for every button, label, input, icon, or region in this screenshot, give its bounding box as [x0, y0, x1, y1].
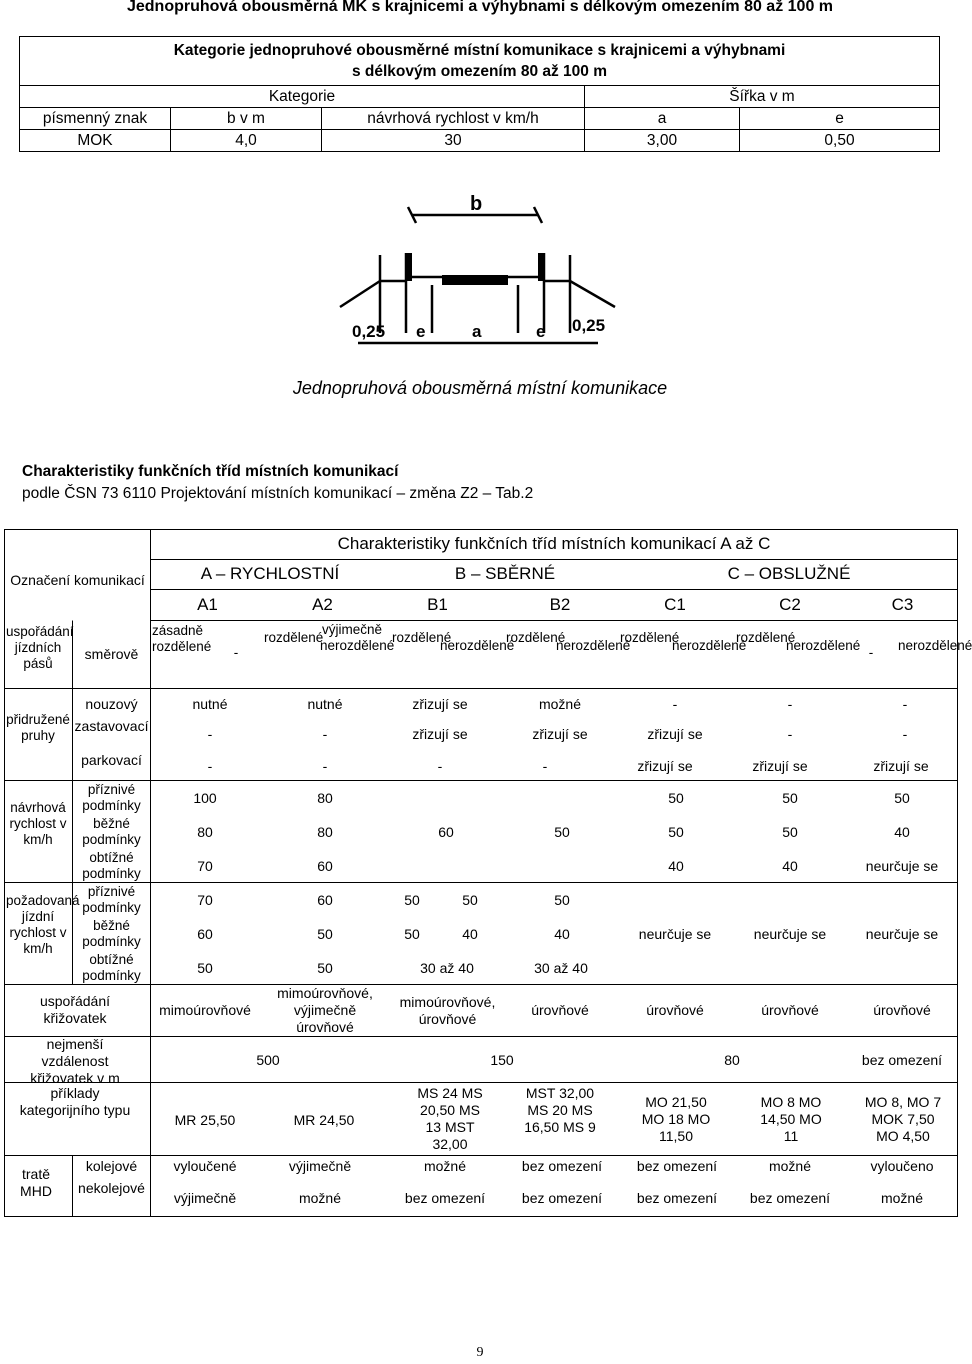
cell: zřizují se — [532, 726, 588, 742]
cell: - — [787, 726, 793, 742]
cell: mimoúrovňové, úrovňové — [399, 994, 496, 1027]
cell: 80 — [317, 824, 333, 840]
cell: - — [233, 645, 239, 660]
cell: 80 — [724, 1052, 740, 1068]
row-header-kolejove: kolejové — [85, 1158, 138, 1174]
cell: MR 25,50 — [174, 1112, 236, 1128]
cell: neurčuje se — [753, 926, 827, 942]
cell: vyloučené — [173, 1158, 237, 1174]
condition-label: obtížné podmínky — [82, 850, 141, 881]
col-header: b v m — [171, 108, 322, 130]
cell: 50 — [317, 926, 333, 942]
cell: 50 — [554, 892, 570, 908]
row-header-parkovaci: parkovací — [81, 752, 142, 768]
cell: 50 — [404, 926, 420, 942]
group-a: A – RYCHLOSTNÍ — [200, 564, 340, 583]
cell: nerozdělené — [898, 638, 972, 653]
cell: 0,50 — [740, 130, 940, 152]
cell: bez omezení — [521, 1158, 603, 1174]
dim-left-shoulder: 0,25 — [352, 322, 386, 341]
cell: 60 — [438, 824, 454, 840]
cell: - — [868, 645, 874, 660]
cell: úrovňové — [873, 1002, 931, 1018]
cell: možné — [538, 696, 582, 712]
cell: nerozdělené — [672, 638, 747, 653]
col-header: a — [585, 108, 740, 130]
cell: 40 — [894, 824, 910, 840]
cell: zřizují se — [647, 726, 703, 742]
dim-b: b — [470, 193, 483, 215]
col-header: návrhová rychlost v km/h — [322, 108, 585, 130]
cell: možné — [768, 1158, 812, 1174]
cell: úrovňové — [646, 1002, 704, 1018]
row-header-krizovatky: uspořádání křižovatek — [39, 993, 111, 1026]
row-header-usporadani: uspořádání jízdních pásů — [6, 624, 74, 671]
cell: 50 — [554, 824, 570, 840]
cell: MO 8 MO 14,50 MO 11 — [760, 1094, 822, 1144]
cell: rozdělené — [264, 630, 324, 645]
cell: - — [207, 726, 213, 742]
cell: MST 32,00 MS 20 MS 16,50 MS 9 — [524, 1085, 596, 1135]
cell: 500 — [256, 1052, 280, 1068]
cell: vyloučeno — [870, 1158, 934, 1174]
page-header: Jednopruhová obousměrná MK s krajnicemi a výhybnami s délkovým omezením 80 až 100 m — [126, 0, 834, 15]
row-header-trate: tratě MHD — [20, 1166, 52, 1199]
cell: MOK — [20, 130, 171, 152]
cell: 100 — [193, 790, 217, 806]
cell: - — [322, 758, 328, 774]
row-header-pozadovana: požadovaná jízdní rychlost v km/h — [6, 893, 80, 956]
row-header-navrhova: návrhová rychlost v km/h — [9, 800, 67, 847]
row-header-smerove: směrově — [84, 646, 139, 662]
cell: 40 — [668, 858, 684, 874]
group-b: B – SBĚRNÉ — [454, 564, 556, 583]
condition-label: běžné podmínky — [82, 918, 141, 949]
cell: 30 až 40 — [534, 960, 588, 976]
row-header-vzdalenost: nejmenší vzdálenost křižovatek v m — [30, 1036, 120, 1086]
cell: 40 — [462, 926, 478, 942]
cell: neurčuje se — [865, 926, 939, 942]
cell: 40 — [782, 858, 798, 874]
group-width: Šířka v m — [585, 86, 940, 108]
dim-e-right: e — [536, 322, 546, 341]
row-header-oznaceni: Označení komunikací — [10, 572, 145, 588]
cell: 70 — [197, 858, 213, 874]
cell: možné — [298, 1190, 342, 1206]
class-a1: A1 — [197, 595, 218, 614]
cell: rozdělené — [506, 630, 566, 645]
big-table-title: Charakteristiky funkčních tříd místních komunikací A až C — [337, 534, 771, 553]
cell: mimoúrovňové, výjimečně úrovňové — [277, 985, 373, 1035]
class-b2: B2 — [549, 595, 571, 614]
cell: zřizují se — [412, 726, 468, 742]
cell: zásadně rozdělené — [152, 623, 212, 654]
dim-a: a — [472, 322, 482, 341]
cell: 30 — [322, 130, 585, 152]
cell: neurčuje se — [638, 926, 712, 942]
cell: - — [902, 726, 908, 742]
cell: 30 až 40 — [420, 960, 474, 976]
cell: 50 — [782, 790, 798, 806]
cell: - — [902, 696, 908, 712]
group-c: C – OBSLUŽNÉ — [727, 564, 851, 583]
cell: výjimečně — [288, 1158, 352, 1174]
cell: zřizují se — [752, 758, 808, 774]
cell: úrovňové — [761, 1002, 819, 1018]
cell: bez omezení — [404, 1190, 486, 1206]
cell: MR 24,50 — [293, 1112, 355, 1128]
cell: 50 — [782, 824, 798, 840]
cell: bez omezení — [521, 1190, 603, 1206]
cell: rozdělené — [392, 630, 452, 645]
cell: 50 — [668, 790, 684, 806]
cell: 150 — [490, 1052, 514, 1068]
section-title: Charakteristiky funkčních tříd místních komunikací — [22, 463, 399, 480]
cell: úrovňové — [531, 1002, 589, 1018]
class-c3: C3 — [891, 595, 914, 614]
dim-e-left: e — [416, 322, 426, 341]
cell: zřizují se — [412, 696, 468, 712]
condition-label: příznivé podmínky — [82, 782, 141, 813]
cell: - — [322, 726, 328, 742]
col-header: e — [740, 108, 940, 130]
cell: MO 21,50 MO 18 MO 11,50 — [641, 1094, 711, 1144]
cell: 80 — [197, 824, 213, 840]
cell: zřizují se — [637, 758, 693, 774]
cell: 60 — [317, 858, 333, 874]
cell: rozdělené — [736, 630, 796, 645]
cell: MS 24 MS 20,50 MS 13 MST 32,00 — [417, 1085, 483, 1152]
cell: bez omezení — [636, 1190, 718, 1206]
cell: 50 — [668, 824, 684, 840]
cell: MO 8, MO 7 MOK 7,50 MO 4,50 — [864, 1094, 942, 1144]
cell: bez omezení — [636, 1158, 718, 1174]
category-table-caption: Kategorie jednopruhové obousměrné místní komunikace s krajnicemi a výhybnami s délkovým omezením 80 až 100 m — [20, 37, 940, 86]
cell: nerozdělené — [556, 638, 631, 653]
cell: - — [672, 696, 678, 712]
row-header-zastavovaci: zastavovací — [74, 718, 149, 734]
cell: 50 — [197, 960, 213, 976]
cell: 60 — [197, 926, 213, 942]
cell: výjimečně — [173, 1190, 237, 1206]
row-header-nekolejove: nekolejové — [78, 1180, 145, 1196]
cell: mimoúrovňové — [159, 1002, 251, 1018]
class-b1: B1 — [427, 595, 448, 614]
class-c1: C1 — [664, 595, 686, 614]
cell: nerozdělené — [440, 638, 515, 653]
cell: - — [542, 758, 548, 774]
cell: 40 — [554, 926, 570, 942]
cell: 4,0 — [171, 130, 322, 152]
cell: nerozdělené — [786, 638, 861, 653]
cell: 3,00 — [585, 130, 740, 152]
condition-label: obtížné podmínky — [82, 952, 141, 983]
col-header: písmenný znak — [20, 108, 171, 130]
cell: bez omezení — [861, 1052, 943, 1068]
section-subtitle: podle ČSN 73 6110 Projektování místních komunikací – změna Z2 – Tab.2 — [22, 485, 534, 502]
cell: možné — [880, 1190, 924, 1206]
condition-label: příznivé podmínky — [82, 884, 141, 915]
cell: rozdělené — [620, 630, 680, 645]
cell: 50 — [317, 960, 333, 976]
cell: výjimečně nerozdělené — [320, 622, 395, 653]
condition-label: běžné podmínky — [82, 816, 141, 847]
cell: bez omezení — [749, 1190, 831, 1206]
cell: možné — [423, 1158, 467, 1174]
cell: - — [437, 758, 443, 774]
class-c2: C2 — [779, 595, 801, 614]
page-number: 9 — [476, 1345, 484, 1360]
cell: 60 — [317, 892, 333, 908]
cell: - — [787, 696, 793, 712]
row-header-pridruzene: přidružené pruhy — [6, 712, 70, 743]
cell: zřizují se — [873, 758, 929, 774]
row-header-priklady: příklady kategorijního typu — [19, 1085, 131, 1118]
cell: 80 — [317, 790, 333, 806]
dim-right-shoulder: 0,25 — [572, 316, 606, 335]
class-a2: A2 — [312, 595, 333, 614]
cell: nutné — [307, 696, 343, 712]
cell: 50 — [404, 892, 420, 908]
group-category: Kategorie — [20, 86, 585, 108]
cell: nutné — [192, 696, 228, 712]
cell: neurčuje se — [865, 858, 939, 874]
row-header-nouzovy: nouzový — [85, 696, 138, 712]
cell: - — [207, 758, 213, 774]
cell: 50 — [894, 790, 910, 806]
cell: 70 — [197, 892, 213, 908]
figure-caption: Jednopruhová obousměrná místní komunikace — [292, 378, 668, 398]
cell: 50 — [462, 892, 478, 908]
